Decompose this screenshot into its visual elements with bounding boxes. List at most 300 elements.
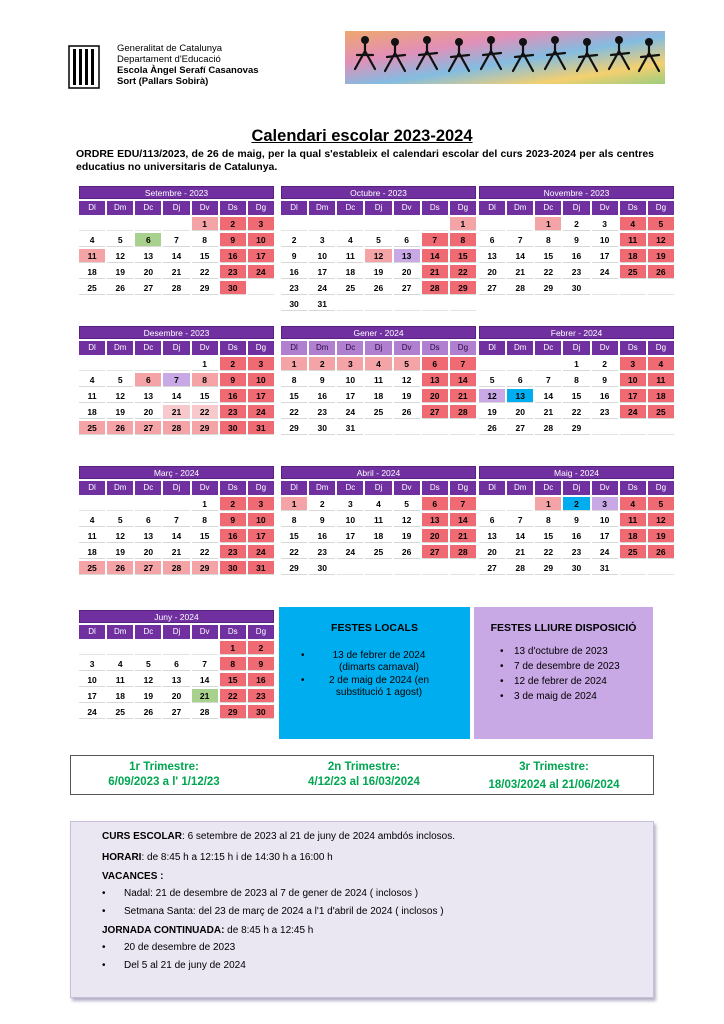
day-cell: 3 (620, 357, 646, 371)
day-name: Dj (163, 481, 189, 495)
horari-line (102, 852, 333, 864)
day-cell: 3 (309, 233, 335, 247)
day-cell: 10 (620, 373, 646, 387)
month-calendar (79, 610, 274, 719)
vacances-item-text: Nadal: 21 de desembre de 2023 al 7 de gener de 2024 ( inclosos ) (124, 888, 419, 899)
day-cell: 19 (107, 265, 133, 279)
day-cell: 9 (563, 233, 589, 247)
day-name: Dm (507, 341, 533, 355)
day-cell: 18 (648, 389, 674, 403)
day-cell: 15 (563, 389, 589, 403)
empty-cell (394, 217, 420, 231)
day-cell: 15 (535, 249, 561, 263)
day-cell: 16 (281, 265, 307, 279)
trimestre-dates: 6/09/2023 a l' 1/12/23 (108, 776, 220, 788)
day-name: Dm (309, 201, 335, 215)
day-cell: 24 (337, 545, 363, 559)
day-name: Ds (620, 481, 646, 495)
day-name: Ds (620, 341, 646, 355)
day-cell: 13 (479, 529, 505, 543)
curs-escolar-line (102, 831, 455, 843)
empty-cell (450, 561, 476, 575)
month-calendar (479, 186, 674, 295)
day-cell: 9 (220, 513, 246, 527)
day-cell: 6 (422, 357, 448, 371)
day-cell: 20 (135, 405, 161, 419)
empty-cell (107, 641, 133, 655)
day-cell: 11 (337, 249, 363, 263)
day-name: Dc (535, 201, 561, 215)
empty-cell (79, 357, 105, 371)
day-cell: 3 (592, 217, 618, 231)
day-cell: 7 (507, 513, 533, 527)
day-name: Dl (479, 341, 505, 355)
list-item: • 2 de maig de 2024 (en substitució 1 agost) (315, 675, 443, 699)
month-calendar (79, 326, 274, 435)
day-cell: 29 (535, 561, 561, 575)
empty-cell (135, 357, 161, 371)
day-cell: 25 (79, 281, 105, 295)
empty-cell (365, 421, 391, 435)
day-cell: 29 (281, 561, 307, 575)
day-cell: 20 (135, 545, 161, 559)
day-cell: 30 (220, 421, 246, 435)
day-cell: 3 (337, 497, 363, 511)
day-cell: 6 (163, 657, 189, 671)
order-text: ORDRE EDU/113/2023, de 26 de maig, per la qual s'estableix el calendari escolar del curs 2023-2024 per als centres educatius no universitaris de Catalunya. (76, 148, 654, 173)
day-cell: 5 (394, 497, 420, 511)
day-cell: 14 (422, 249, 448, 263)
month-grid (79, 201, 274, 295)
day-cell: 25 (365, 405, 391, 419)
day-cell: 8 (192, 373, 218, 387)
day-cell: 26 (107, 561, 133, 575)
day-cell: 11 (620, 233, 646, 247)
day-cell: 26 (135, 705, 161, 719)
day-cell: 7 (422, 233, 448, 247)
day-cell: 5 (479, 373, 505, 387)
day-cell: 28 (163, 561, 189, 575)
day-cell: 18 (365, 529, 391, 543)
month-title: Abril - 2024 (281, 466, 476, 479)
day-cell: 17 (309, 265, 335, 279)
day-cell: 10 (309, 249, 335, 263)
day-cell: 15 (192, 249, 218, 263)
month-calendar (281, 186, 476, 311)
day-cell: 13 (394, 249, 420, 263)
month-grid (281, 341, 476, 435)
trimestre-dates: 18/03/2024 al 21/06/2024 (488, 779, 620, 791)
day-name: Dc (135, 625, 161, 639)
day-name: Dm (107, 481, 133, 495)
day-cell: 30 (248, 705, 274, 719)
day-cell: 27 (163, 705, 189, 719)
festes-locals-title: FESTES LOCALS (331, 622, 418, 634)
day-name: Dl (281, 341, 307, 355)
day-name: Dj (563, 201, 589, 215)
day-cell: 8 (220, 657, 246, 671)
day-name: Dv (192, 625, 218, 639)
day-cell: 1 (450, 217, 476, 231)
month-calendar (281, 326, 476, 435)
children-banner-image (345, 31, 665, 84)
day-cell: 7 (535, 373, 561, 387)
month-grid (281, 201, 476, 311)
day-cell: 1 (281, 497, 307, 511)
day-cell: 11 (620, 513, 646, 527)
day-cell: 14 (507, 529, 533, 543)
empty-cell (337, 561, 363, 575)
empty-cell (507, 217, 533, 231)
day-cell: 10 (337, 513, 363, 527)
day-cell: 8 (192, 233, 218, 247)
day-cell: 29 (563, 421, 589, 435)
jornada-item-text: Del 5 al 21 de juny de 2024 (124, 960, 246, 971)
day-cell: 12 (648, 233, 674, 247)
day-cell: 2 (220, 357, 246, 371)
day-cell: 5 (135, 657, 161, 671)
day-cell: 29 (281, 421, 307, 435)
vacances-item: • (102, 906, 106, 917)
day-cell: 14 (450, 373, 476, 387)
day-cell: 15 (281, 529, 307, 543)
day-name: Dv (394, 341, 420, 355)
day-cell: 15 (281, 389, 307, 403)
day-name: Dj (163, 341, 189, 355)
day-cell: 13 (135, 249, 161, 263)
day-cell: 9 (309, 373, 335, 387)
day-cell: 8 (535, 513, 561, 527)
day-name: Ds (422, 481, 448, 495)
day-cell: 13 (422, 513, 448, 527)
day-cell: 2 (220, 217, 246, 231)
day-cell: 12 (479, 389, 505, 403)
day-cell: 28 (163, 421, 189, 435)
list-item: • 7 de desembre de 2023 (514, 661, 653, 673)
day-cell: 22 (220, 689, 246, 703)
month-grid (479, 341, 674, 435)
day-cell: 30 (309, 421, 335, 435)
month-title: Setembre - 2023 (79, 186, 274, 199)
day-cell: 18 (79, 545, 105, 559)
day-cell: 19 (394, 389, 420, 403)
day-cell: 6 (394, 233, 420, 247)
day-name: Dl (479, 481, 505, 495)
day-cell: 6 (135, 233, 161, 247)
day-name: Dc (135, 481, 161, 495)
day-cell: 22 (535, 265, 561, 279)
day-cell: 30 (563, 281, 589, 295)
day-cell: 18 (337, 265, 363, 279)
day-cell: 15 (535, 529, 561, 543)
day-name: Dc (337, 481, 363, 495)
day-cell: 9 (220, 233, 246, 247)
day-cell: 21 (192, 689, 218, 703)
day-cell: 4 (648, 357, 674, 371)
day-name: Dm (107, 625, 133, 639)
day-cell: 6 (135, 513, 161, 527)
empty-cell (337, 217, 363, 231)
day-cell: 23 (309, 545, 335, 559)
day-cell: 27 (507, 421, 533, 435)
day-name: Dm (309, 481, 335, 495)
day-cell: 8 (450, 233, 476, 247)
empty-cell (309, 217, 335, 231)
day-cell: 10 (248, 373, 274, 387)
month-grid (79, 481, 274, 575)
day-cell: 26 (107, 281, 133, 295)
day-cell: 26 (479, 421, 505, 435)
empty-cell (365, 217, 391, 231)
day-cell: 10 (248, 233, 274, 247)
day-cell: 21 (450, 529, 476, 543)
day-cell: 17 (337, 389, 363, 403)
day-cell: 28 (163, 281, 189, 295)
empty-cell (648, 281, 674, 295)
empty-cell (107, 497, 133, 511)
month-calendar (79, 466, 274, 575)
day-cell: 19 (107, 405, 133, 419)
day-cell: 1 (535, 497, 561, 511)
month-title: Octubre - 2023 (281, 186, 476, 199)
empty-cell (450, 297, 476, 311)
day-cell: 4 (337, 233, 363, 247)
day-cell: 16 (220, 249, 246, 263)
day-cell: 20 (394, 265, 420, 279)
day-cell: 9 (563, 513, 589, 527)
day-cell: 17 (592, 529, 618, 543)
day-name: Dc (337, 341, 363, 355)
day-cell: 16 (248, 673, 274, 687)
empty-cell (620, 421, 646, 435)
day-name: Ds (220, 481, 246, 495)
day-name: Dj (563, 481, 589, 495)
day-cell: 26 (394, 405, 420, 419)
month-calendar (479, 466, 674, 575)
day-cell: 14 (535, 389, 561, 403)
day-cell: 21 (507, 545, 533, 559)
day-cell: 5 (648, 217, 674, 231)
day-cell: 2 (563, 217, 589, 231)
day-cell: 26 (648, 545, 674, 559)
jornada-line (102, 925, 313, 937)
day-cell: 11 (648, 373, 674, 387)
day-cell: 22 (192, 405, 218, 419)
empty-cell (135, 641, 161, 655)
day-cell: 29 (192, 561, 218, 575)
trimestre-1 (89, 760, 239, 790)
day-cell: 19 (648, 529, 674, 543)
day-cell: 31 (309, 297, 335, 311)
empty-cell (281, 217, 307, 231)
day-cell: 30 (309, 561, 335, 575)
day-cell: 31 (248, 421, 274, 435)
generalitat-logo-icon (68, 45, 100, 89)
day-cell: 12 (648, 513, 674, 527)
day-name: Dl (79, 341, 105, 355)
empty-cell (107, 357, 133, 371)
day-cell: 24 (248, 265, 274, 279)
empty-cell (163, 497, 189, 511)
day-cell: 16 (220, 529, 246, 543)
festes-locals-list (315, 650, 470, 699)
day-cell: 5 (648, 497, 674, 511)
day-cell: 24 (620, 405, 646, 419)
day-cell: 2 (309, 357, 335, 371)
day-cell: 17 (248, 389, 274, 403)
day-cell: 25 (79, 561, 105, 575)
day-cell: 23 (248, 689, 274, 703)
day-cell: 1 (281, 357, 307, 371)
day-name: Dj (163, 625, 189, 639)
jornada-text: de 8:45 h a 12:45 h (224, 925, 314, 936)
empty-cell (422, 297, 448, 311)
day-cell: 22 (535, 545, 561, 559)
day-name: Dj (365, 201, 391, 215)
day-name: Dc (135, 201, 161, 215)
day-cell: 25 (107, 705, 133, 719)
day-cell: 23 (220, 265, 246, 279)
day-name: Dv (192, 481, 218, 495)
empty-cell (79, 641, 105, 655)
day-name: Dl (79, 481, 105, 495)
day-cell: 31 (592, 561, 618, 575)
day-name: Dv (394, 201, 420, 215)
day-cell: 16 (220, 389, 246, 403)
day-cell: 28 (507, 561, 533, 575)
vacances-item: • (102, 888, 106, 899)
list-item: • 13 de febrer de 2024 (dimarts carnaval) (315, 650, 443, 674)
festes-lliure-box (474, 607, 653, 739)
school-line-4: Sort (Pallars Sobirà) (117, 76, 209, 87)
day-cell: 30 (563, 561, 589, 575)
festes-lliure-list (514, 646, 653, 703)
trimestre-dates: 4/12/23 al 16/03/2024 (308, 776, 420, 788)
trimestre-name: 2n Trimestre: (327, 761, 401, 773)
day-cell: 20 (507, 405, 533, 419)
day-cell: 1 (535, 217, 561, 231)
day-cell: 27 (479, 281, 505, 295)
day-cell: 24 (592, 545, 618, 559)
day-cell: 4 (620, 497, 646, 511)
day-name: Dc (337, 201, 363, 215)
day-cell: 28 (535, 421, 561, 435)
day-name: Dl (79, 201, 105, 215)
day-name: Dc (535, 481, 561, 495)
day-cell: 13 (163, 673, 189, 687)
day-name: Dl (79, 625, 105, 639)
empty-cell (365, 561, 391, 575)
day-cell: 22 (192, 545, 218, 559)
horari-text: : de 8:45 h a 12:15 h i de 14:30 h a 16:00 h (141, 852, 333, 863)
day-name: Dv (192, 201, 218, 215)
day-cell: 18 (620, 249, 646, 263)
day-cell: 29 (192, 421, 218, 435)
day-cell: 23 (563, 545, 589, 559)
day-cell: 9 (309, 513, 335, 527)
trimestre-name: 3r Trimestre: (519, 761, 589, 773)
day-name: Dg (248, 625, 274, 639)
day-cell: 5 (107, 513, 133, 527)
list-item: • 12 de febrer de 2024 (514, 676, 653, 688)
trimestres-box (70, 755, 654, 795)
day-cell: 31 (337, 421, 363, 435)
day-cell: 16 (309, 389, 335, 403)
day-cell: 30 (220, 561, 246, 575)
day-cell: 27 (135, 561, 161, 575)
day-cell: 2 (592, 357, 618, 371)
day-cell: 13 (135, 389, 161, 403)
day-name: Dg (450, 201, 476, 215)
day-cell: 1 (192, 497, 218, 511)
day-cell: 27 (135, 281, 161, 295)
school-info (117, 43, 259, 87)
day-cell: 17 (248, 529, 274, 543)
day-name: Dm (507, 481, 533, 495)
jornada-item-text: 20 de desembre de 2023 (124, 942, 236, 953)
day-cell: 29 (220, 705, 246, 719)
day-cell: 9 (592, 373, 618, 387)
day-cell: 4 (365, 497, 391, 511)
day-cell: 10 (248, 513, 274, 527)
day-cell: 6 (422, 497, 448, 511)
day-cell: 14 (163, 249, 189, 263)
day-cell: 19 (365, 265, 391, 279)
month-grid (479, 481, 674, 575)
day-cell: 10 (592, 513, 618, 527)
curs-escolar-text: : 6 setembre de 2023 al 21 de juny de 2024 ambdós inclosos. (182, 831, 455, 842)
day-cell: 15 (192, 529, 218, 543)
day-name: Dm (507, 201, 533, 215)
day-cell: 8 (535, 233, 561, 247)
day-cell: 17 (337, 529, 363, 543)
day-cell: 7 (163, 373, 189, 387)
day-cell: 28 (450, 545, 476, 559)
day-cell: 7 (507, 233, 533, 247)
day-cell: 21 (163, 265, 189, 279)
day-cell: 19 (107, 545, 133, 559)
day-cell: 3 (248, 357, 274, 371)
day-name: Dg (450, 481, 476, 495)
day-cell: 24 (337, 405, 363, 419)
empty-cell (163, 641, 189, 655)
empty-cell (507, 497, 533, 511)
jornada-item: • (102, 942, 106, 953)
day-name: Ds (422, 341, 448, 355)
day-name: Dj (163, 201, 189, 215)
day-cell: 15 (192, 389, 218, 403)
day-cell: 30 (220, 281, 246, 295)
day-cell: 11 (79, 249, 105, 263)
day-cell: 28 (422, 281, 448, 295)
month-title: Març - 2024 (79, 466, 274, 479)
day-cell: 7 (163, 513, 189, 527)
empty-cell (479, 217, 505, 231)
day-cell: 12 (107, 529, 133, 543)
day-cell: 10 (79, 673, 105, 687)
day-cell: 22 (281, 405, 307, 419)
festes-locals-box (279, 607, 470, 739)
day-cell: 25 (365, 545, 391, 559)
day-name: Dg (450, 341, 476, 355)
month-grid (79, 341, 274, 435)
day-cell: 10 (337, 373, 363, 387)
empty-cell (79, 217, 105, 231)
day-name: Dg (648, 481, 674, 495)
trimestre-name: 1r Trimestre: (129, 761, 199, 773)
day-cell: 21 (163, 405, 189, 419)
day-cell: 24 (248, 405, 274, 419)
